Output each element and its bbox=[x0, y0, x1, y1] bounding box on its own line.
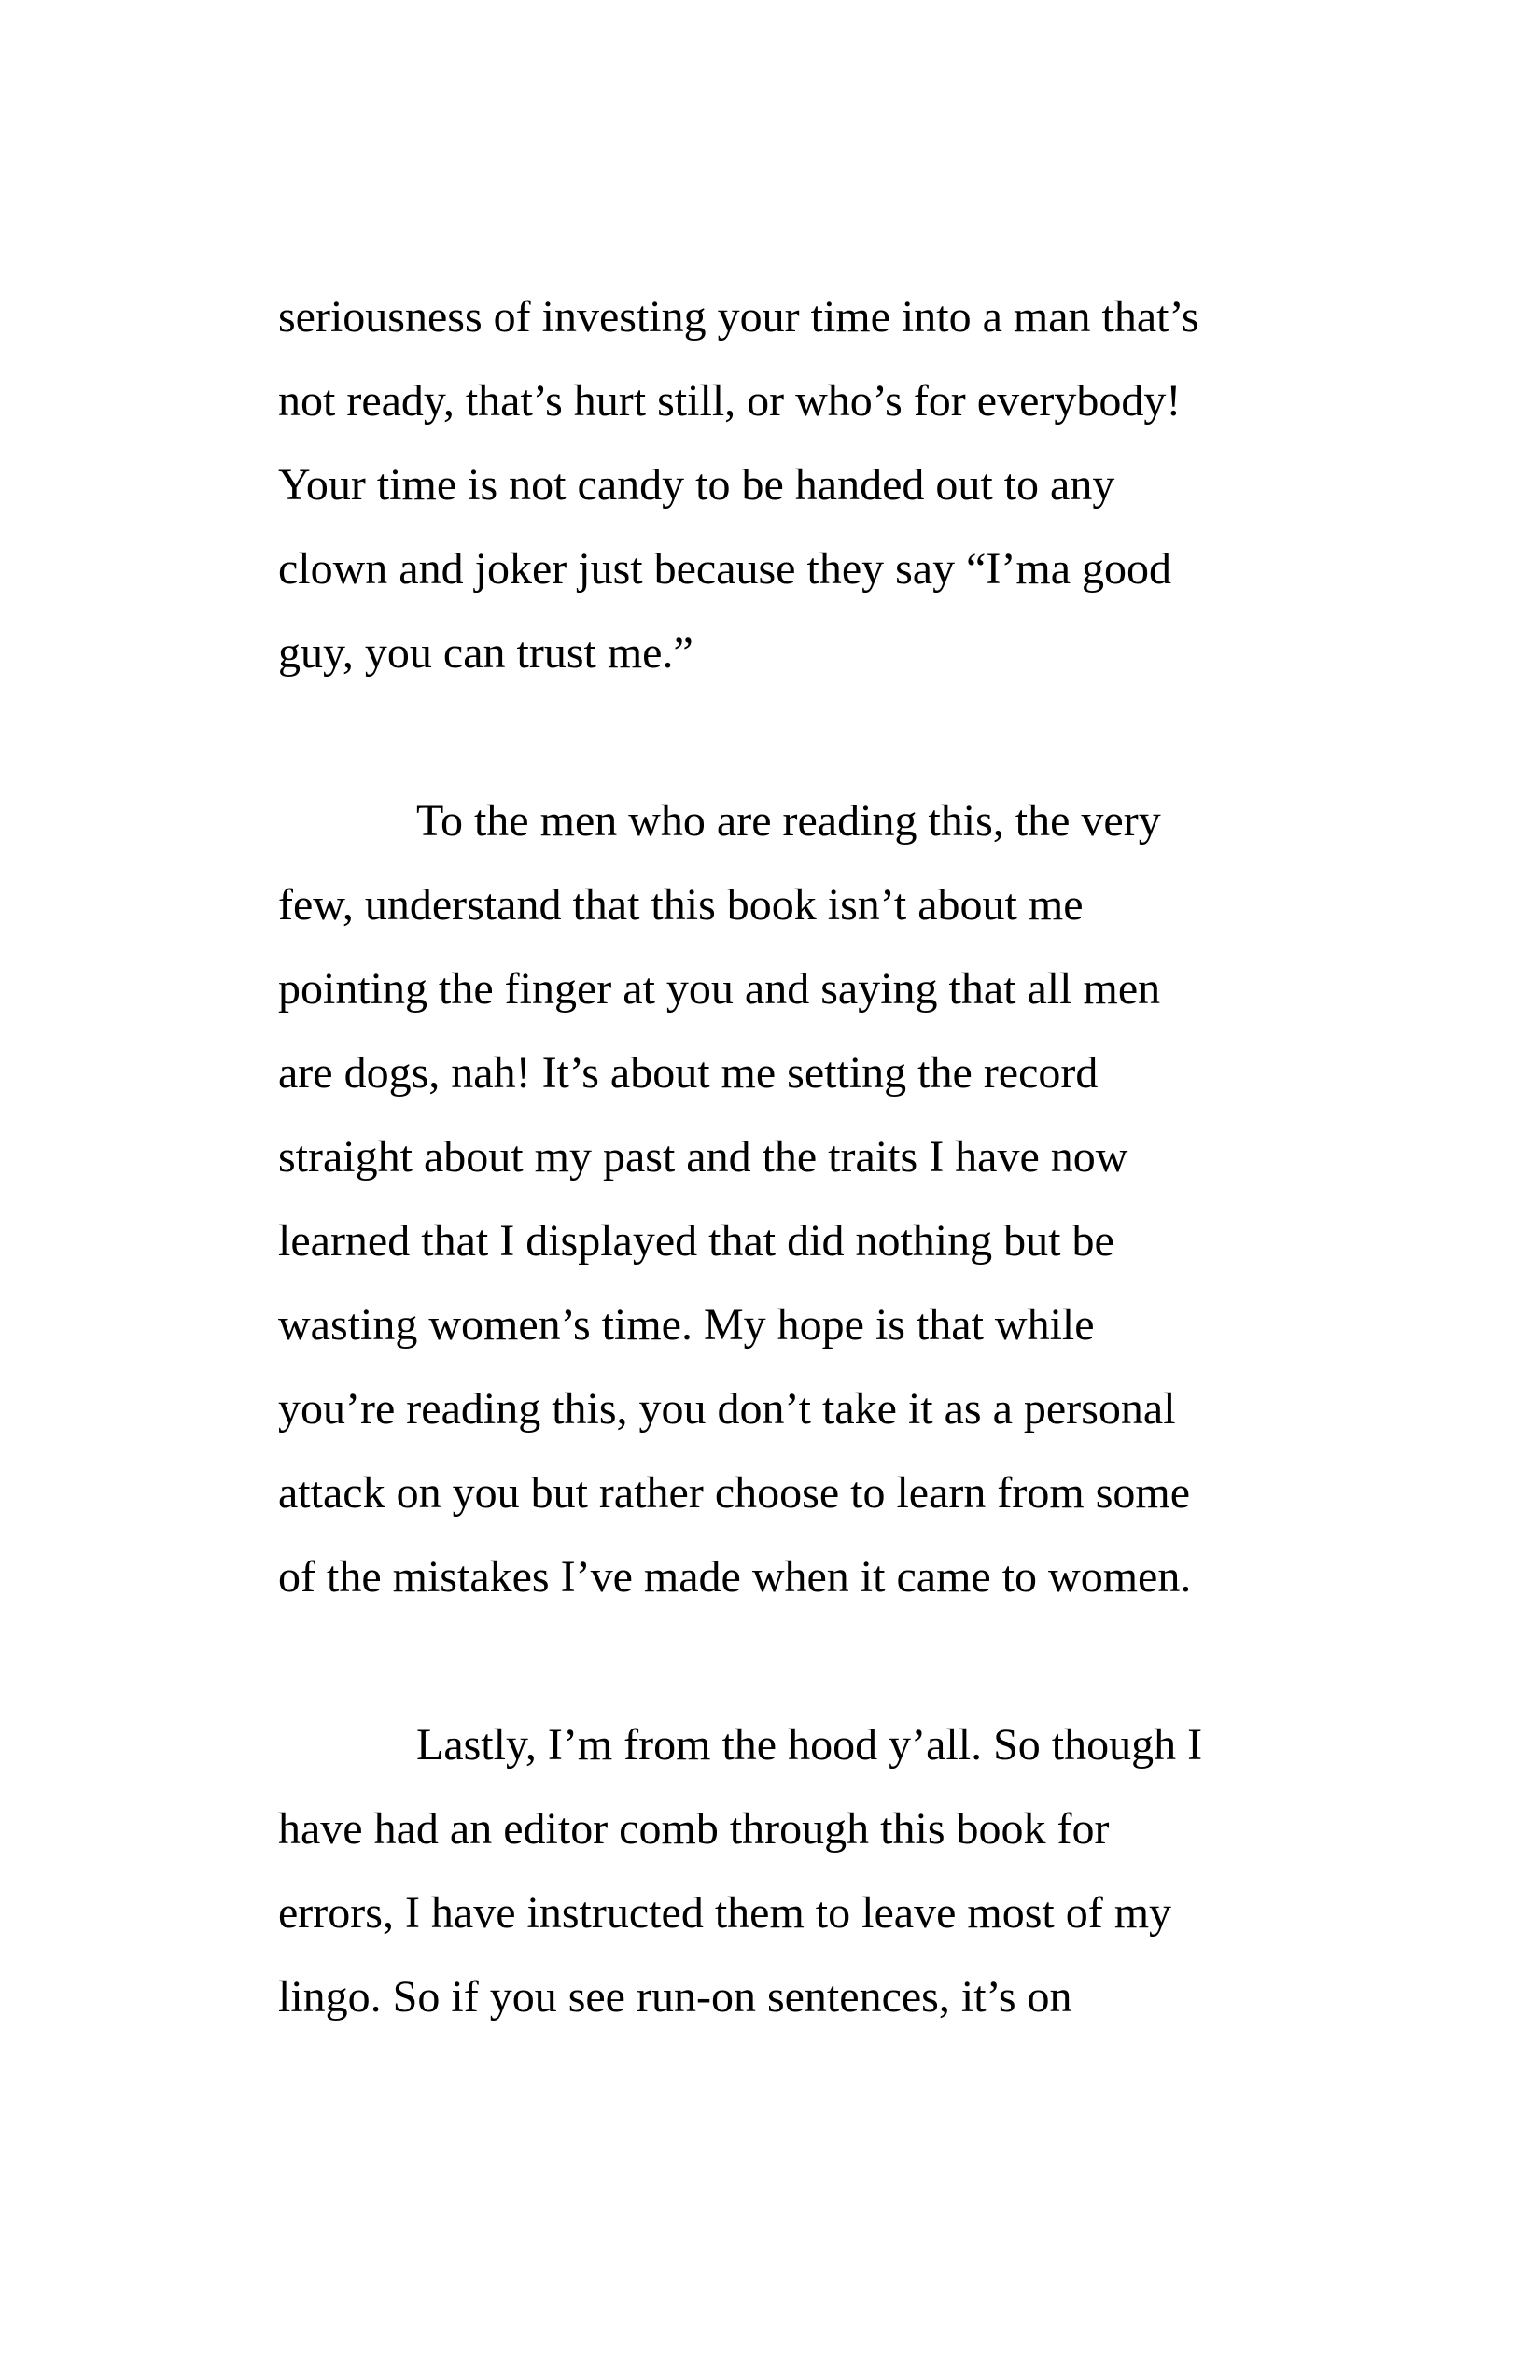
text-line: are dogs, nah! It’s about me setting the record bbox=[278, 1048, 1099, 1098]
text-line: of the mistakes I’ve made when it came to women. bbox=[278, 1552, 1192, 1602]
body-text bbox=[278, 275, 1286, 2039]
text-line: wasting women’s time. My hope is that while bbox=[278, 1300, 1095, 1350]
text-line: seriousness of investing your time into a man that’s bbox=[278, 292, 1199, 342]
text-line: have had an editor comb through this book for bbox=[278, 1804, 1110, 1854]
text-line: lingo. So if you see run-on sentences, it’s on bbox=[278, 1972, 1072, 2022]
paragraph-gap bbox=[278, 1619, 1286, 1703]
text-line: attack on you but rather choose to learn from some bbox=[278, 1468, 1191, 1518]
text-line: learned that I displayed that did nothing but be bbox=[278, 1216, 1114, 1266]
text-line: To the men who are reading this, the very bbox=[416, 796, 1161, 846]
text-line: few, understand that this book isn’t about me bbox=[278, 880, 1084, 930]
paragraph-gap bbox=[278, 695, 1286, 779]
text-line: errors, I have instructed them to leave most of my bbox=[278, 1888, 1172, 1938]
text-line: Your time is not candy to be handed out to any bbox=[278, 460, 1115, 510]
text-line: guy, you can trust me.” bbox=[278, 628, 693, 678]
text-line: straight about my past and the traits I have now bbox=[278, 1132, 1128, 1182]
text-line: you’re reading this, you don’t take it as a personal bbox=[278, 1384, 1176, 1434]
text-line: clown and joker just because they say “I’ma good bbox=[278, 544, 1172, 594]
text-line: not ready, that’s hurt still, or who’s for everybody! bbox=[278, 376, 1182, 426]
text-line: pointing the finger at you and saying that all men bbox=[278, 964, 1161, 1014]
text-line: Lastly, I’m from the hood y’all. So though I bbox=[416, 1720, 1203, 1770]
